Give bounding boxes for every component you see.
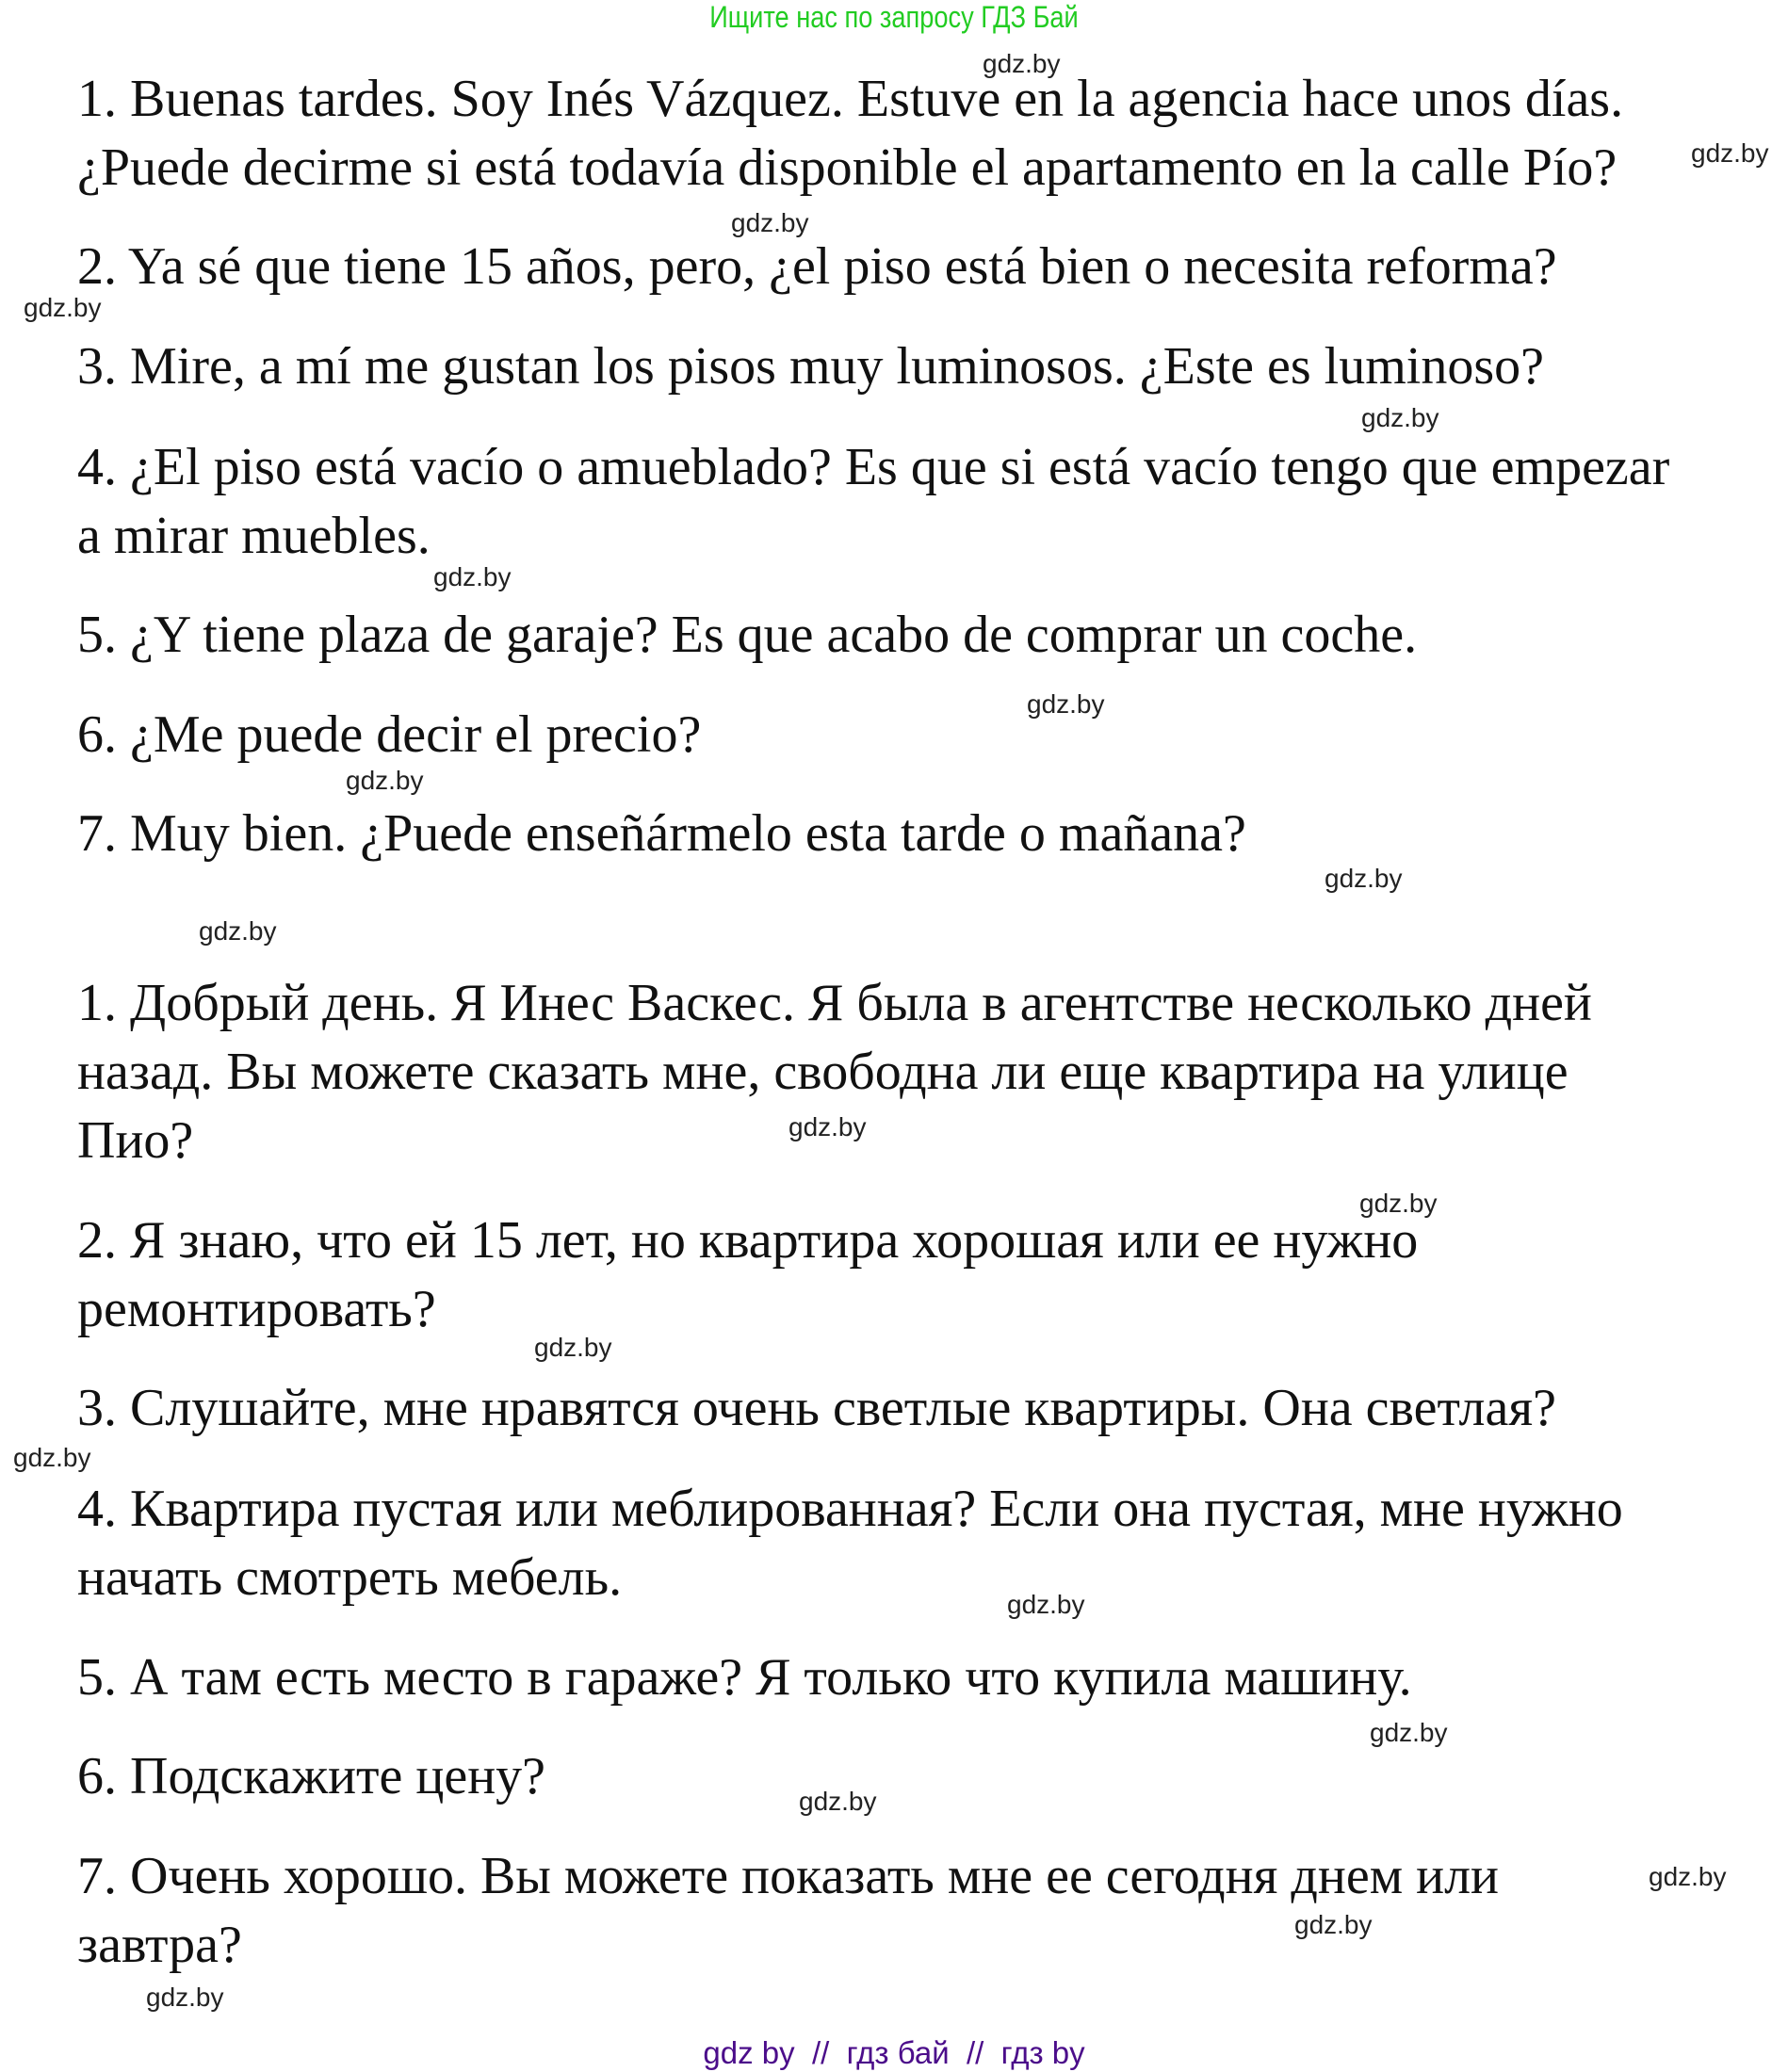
russian-paragraph-3 (77, 1374, 1556, 1443)
paragraph-line: 5. А там есть место в гараже? Я только что купила машину. (77, 1648, 1412, 1707)
paragraph-line: 1. Buenas tardes. Soy Inés Vázquez. Estuve en la agencia hace unos días. (77, 70, 1624, 128)
watermark: gdz.by (146, 1983, 224, 2012)
paragraph-line: 4. Квартира пустая или меблированная? Если она пустая, мне нужно (77, 1480, 1623, 1538)
watermark: gdz.by (24, 293, 102, 322)
paragraph-line: ремонтировать? (77, 1280, 436, 1338)
watermark: gdz.by (1649, 1862, 1727, 1891)
watermark: gdz.by (1007, 1590, 1085, 1619)
russian-paragraph-5 (77, 1643, 1412, 1712)
search-banner: Ищите нас по запросу ГДЗ Бай (709, 0, 1079, 34)
spanish-paragraph-2 (77, 233, 1557, 301)
paragraph-line: 3. Слушайте, мне нравятся очень светлые квартиры. Она светлая? (77, 1379, 1556, 1437)
paragraph-line: a mirar muebles. (77, 507, 431, 565)
watermark: gdz.by (1370, 1718, 1448, 1747)
paragraph-line: 7. Очень хорошо. Вы можете показать мне ее сегодня днем или (77, 1847, 1500, 1905)
watermark: gdz.by (346, 766, 424, 795)
russian-paragraph-4 (77, 1475, 1623, 1612)
paragraph-line: 6. Подскажите цену? (77, 1747, 546, 1805)
watermark: gdz.by (1691, 138, 1769, 168)
paragraph-line: 5. ¿Y tiene plaza de garaje? Es que acabo de comprar un coche. (77, 606, 1418, 664)
paragraph-line: ¿Puede decirme si está todavía disponible el apartamento en la calle Pío? (77, 138, 1617, 197)
watermark: gdz.by (433, 562, 512, 591)
watermark: gdz.by (1325, 864, 1403, 893)
watermark: gdz.by (534, 1333, 612, 1362)
paragraph-line: 2. Я знаю, что ей 15 лет, но квартира хорошая или ее нужно (77, 1211, 1419, 1270)
watermark: gdz.by (788, 1112, 867, 1141)
watermark: gdz.by (1027, 689, 1105, 719)
watermark: gdz.by (199, 916, 277, 946)
paragraph-line: 2. Ya sé que tiene 15 años, pero, ¿el piso está bien o necesita reforma? (77, 237, 1557, 296)
paragraph-line: 4. ¿El piso está vacío o amueblado? Es que si está vacío tengo que empezar (77, 438, 1670, 496)
watermark: gdz.by (1294, 1910, 1373, 1939)
paragraph-line: 3. Mire, a mí me gustan los pisos muy luminosos. ¿Este es luminoso? (77, 337, 1545, 396)
paragraph-line: 1. Добрый день. Я Инес Васкес. Я была в агентстве несколько дней (77, 974, 1592, 1032)
paragraph-line: назад. Вы можете сказать мне, свободна ли еще квартира на улице (77, 1043, 1569, 1101)
paragraph-line: 7. Muy bien. ¿Puede enseñármelo esta tarde o mañana? (77, 804, 1246, 863)
russian-paragraph-7 (77, 1842, 1499, 1980)
paragraph-line: завтра? (77, 1916, 242, 1974)
spanish-paragraph-6 (77, 701, 701, 769)
watermark: gdz.by (731, 208, 809, 237)
watermark: gdz.by (1361, 403, 1439, 432)
paragraph-line: Пио? (77, 1111, 194, 1170)
russian-paragraph-1 (77, 969, 1592, 1175)
spanish-paragraph-3 (77, 332, 1544, 401)
watermark: gdz.by (1359, 1189, 1438, 1218)
watermark: gdz.by (13, 1443, 91, 1472)
spanish-paragraph-5 (77, 601, 1417, 670)
russian-paragraph-6 (77, 1742, 545, 1811)
watermark: gdz.by (983, 49, 1061, 78)
paragraph-line: начать смотреть мебель. (77, 1548, 623, 1607)
paragraph-line: 6. ¿Me puede decir el precio? (77, 705, 702, 764)
watermark: gdz.by (799, 1787, 877, 1816)
spanish-paragraph-1 (77, 65, 1623, 202)
footer-links: gdz by // гдз бай // гдз by (703, 2035, 1085, 2070)
spanish-paragraph-4 (77, 433, 1669, 571)
russian-paragraph-2 (77, 1206, 1418, 1344)
spanish-paragraph-7 (77, 800, 1246, 868)
